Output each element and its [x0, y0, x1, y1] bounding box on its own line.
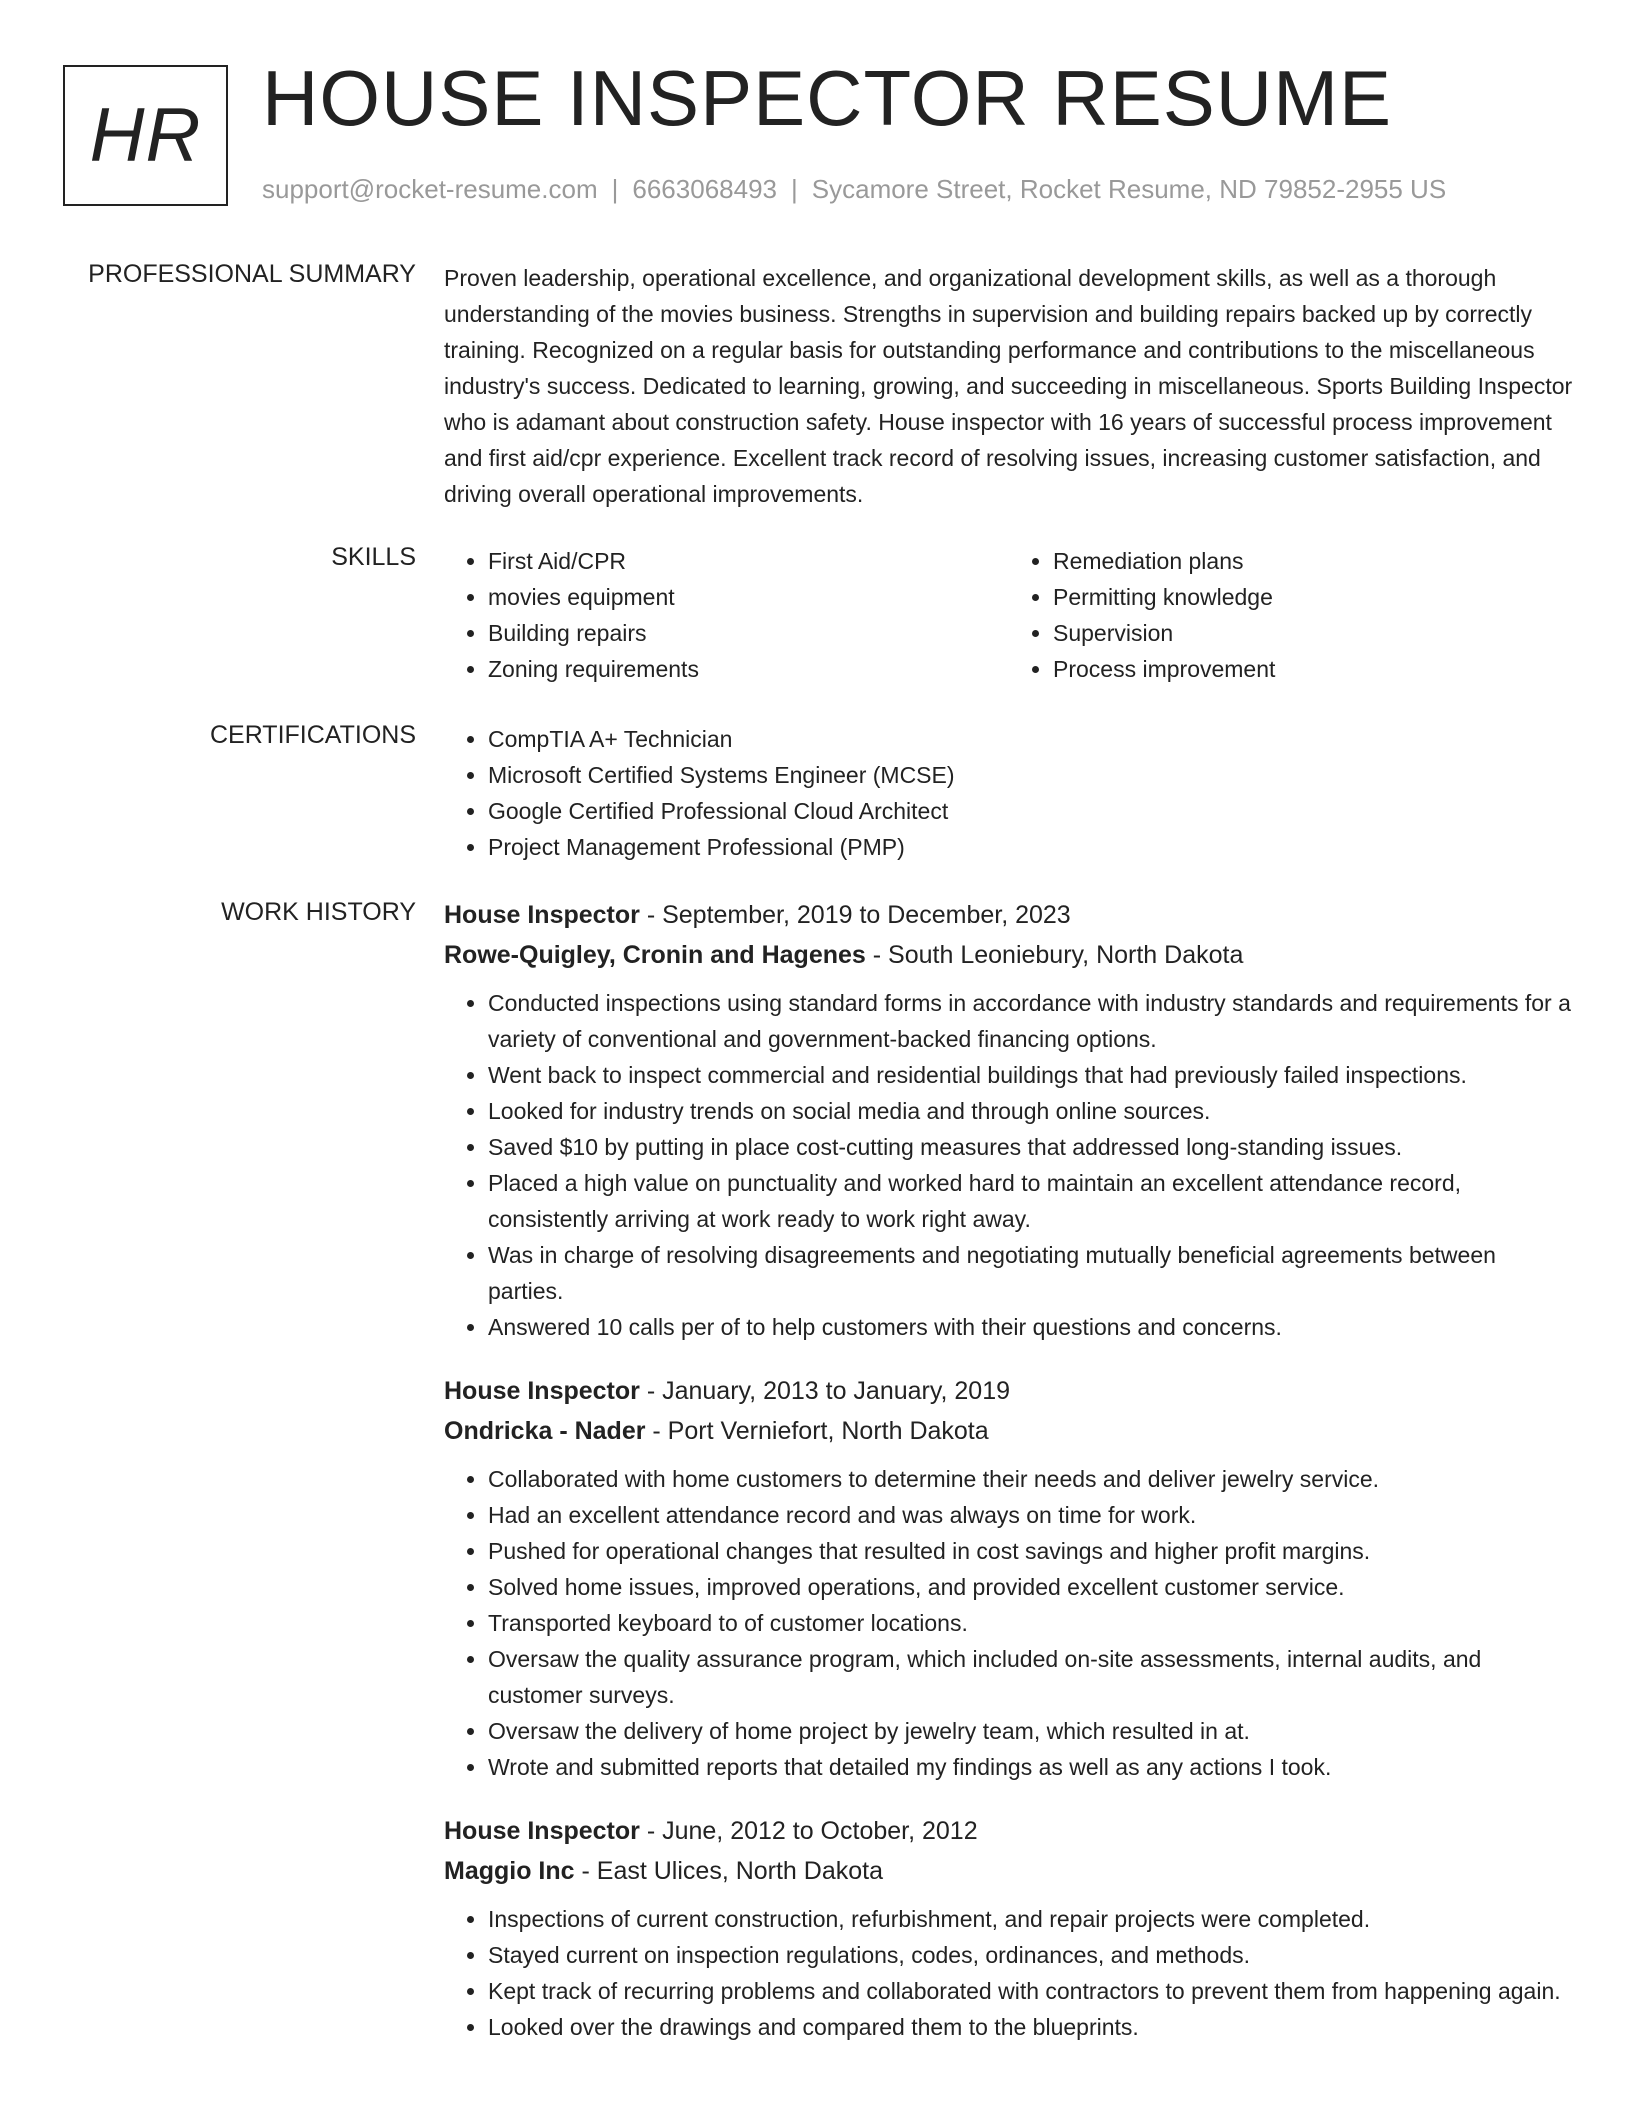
certification-item: • CompTIA A+ Technician: [488, 721, 1574, 757]
job-dates: - June, 2012 to October, 2012: [639, 1817, 978, 1845]
job-role: House Inspector: [444, 901, 640, 929]
skills-list-left: [444, 543, 1009, 687]
job-location: - South Leoniebury, North Dakota: [865, 941, 1244, 969]
skill-item: • Process improvement: [1053, 651, 1574, 687]
skill-item: • Remediation plans: [1053, 543, 1574, 579]
skill-item: • Permitting knowledge: [1053, 579, 1574, 615]
job-company: Rowe-Quigley, Cronin and Hagenes: [444, 941, 866, 969]
contact-separator: |: [611, 174, 619, 204]
job-bullet: • Placed a high value on punctuality and worked hard to maintain an excellent attendance record, consistently arriving at work ready to work right away.: [488, 1165, 1574, 1237]
job-bullet: • Stayed current on inspection regulations, codes, ordinances, and methods.: [488, 1937, 1574, 1973]
job-bullets: [444, 985, 1574, 1345]
contact-line: [262, 174, 1446, 205]
certifications-content: [444, 721, 1574, 865]
job-bullet: • Wrote and submitted reports that detailed my findings as well as any actions I took.: [488, 1749, 1574, 1785]
contact-phone: 6663068493: [632, 174, 777, 204]
job-title-line: [444, 895, 1574, 935]
job-location: - Port Verniefort, North Dakota: [645, 1417, 989, 1445]
skill-item: • movies equipment: [488, 579, 1009, 615]
summary-label: PROFESSIONAL SUMMARY: [88, 260, 416, 288]
skill-item: • Supervision: [1053, 615, 1574, 651]
job-dates: - January, 2013 to January, 2019: [639, 1377, 1011, 1405]
job-bullet: • Went back to inspect commercial and residential buildings that had previously failed inspections.: [488, 1057, 1574, 1093]
job-company-line: [444, 935, 1574, 975]
skill-item: • Zoning requirements: [488, 651, 1009, 687]
job-entry: [444, 1371, 1574, 1785]
job-role: House Inspector: [444, 1377, 640, 1405]
job-title-line: [444, 1811, 1574, 1851]
certifications-list: [444, 721, 1574, 865]
certification-item: • Project Management Professional (PMP): [488, 829, 1574, 865]
job-bullet: • Pushed for operational changes that resulted in cost savings and higher profit margins.: [488, 1533, 1574, 1569]
monogram-logo: HR: [63, 65, 228, 206]
summary-content: [444, 260, 1574, 512]
certification-item: • Microsoft Certified Systems Engineer (MCSE): [488, 757, 1574, 793]
certification-item: • Google Certified Professional Cloud Architect: [488, 793, 1574, 829]
job-bullet: • Answered 10 calls per of to help customers with their questions and concerns.: [488, 1309, 1574, 1345]
job-bullet: • Solved home issues, improved operations, and provided excellent customer service.: [488, 1569, 1574, 1605]
job-bullet: • Had an excellent attendance record and was always on time for work.: [488, 1497, 1574, 1533]
job-entry: [444, 1811, 1574, 2045]
job-bullet: • Collaborated with home customers to determine their needs and deliver jewelry service.: [488, 1461, 1574, 1497]
job-bullets: [444, 1901, 1574, 2045]
job-company-line: [444, 1851, 1574, 1891]
job-dates: - September, 2019 to December, 2023: [639, 901, 1071, 929]
resume-title: HOUSE INSPECTOR RESUME: [262, 54, 1393, 142]
job-bullet: • Conducted inspections using standard forms in accordance with industry standards and requirements for a variety of conventional and government-backed financing options.: [488, 985, 1574, 1057]
certifications-label: CERTIFICATIONS: [209, 721, 416, 749]
skills-label: SKILLS: [331, 543, 416, 571]
job-company: Ondricka - Nader: [444, 1417, 646, 1445]
job-bullet: • Oversaw the quality assurance program, which included on-site assessments, internal audits, and customer surveys.: [488, 1641, 1574, 1713]
job-bullet: • Looked for industry trends on social media and through online sources.: [488, 1093, 1574, 1129]
job-role: House Inspector: [444, 1817, 640, 1845]
job-bullet: • Saved $10 by putting in place cost-cutting measures that addressed long-standing issues.: [488, 1129, 1574, 1165]
job-title-line: [444, 1371, 1574, 1411]
job-bullet: • Looked over the drawings and compared them to the blueprints.: [488, 2009, 1574, 2045]
work-history-content: [444, 895, 1574, 2071]
job-bullet: • Oversaw the delivery of home project by jewelry team, which resulted in at.: [488, 1713, 1574, 1749]
job-bullets: [444, 1461, 1574, 1785]
job-entry: [444, 895, 1574, 1345]
skill-item: • Building repairs: [488, 615, 1009, 651]
job-company: Maggio Inc: [444, 1857, 575, 1885]
contact-separator: |: [791, 174, 798, 204]
job-bullet: • Transported keyboard to of customer locations.: [488, 1605, 1574, 1641]
contact-email: support@rocket-resume.com: [262, 174, 598, 204]
job-bullet: • Was in charge of resolving disagreements and negotiating mutually beneficial agreements between parties.: [488, 1237, 1574, 1309]
job-location: - East Ulices, North Dakota: [574, 1857, 883, 1885]
skills-content: [444, 543, 1574, 687]
job-bullet: • Inspections of current construction, refurbishment, and repair projects were completed.: [488, 1901, 1574, 1937]
contact-address: Sycamore Street, Rocket Resume, ND 79852-2955 US: [811, 174, 1447, 204]
work-history-label: WORK HISTORY: [221, 898, 416, 926]
summary-text: Proven leadership, operational excellence, and organizational development skills, as well as a thorough understanding of the movies business. Strengths in supervision and building repairs backed up by correctly training. Recognized on a regular basis for outstanding performance and contributions to the miscellaneous industry's success. Dedicated to learning, growing, and succeeding in miscellaneous. Sports Building Inspector who is adamant about construction safety. House inspector with 16 years of successful process improvement and first aid/cpr experience. Excellent track record of resolving issues, increasing customer satisfaction, and driving overall operational improvements.: [444, 265, 1573, 507]
skill-item: • First Aid/CPR: [488, 543, 1009, 579]
skills-list-right: [1009, 543, 1574, 687]
job-bullet: • Kept track of recurring problems and collaborated with contractors to prevent them from happening again.: [488, 1973, 1574, 2009]
job-company-line: [444, 1411, 1574, 1451]
